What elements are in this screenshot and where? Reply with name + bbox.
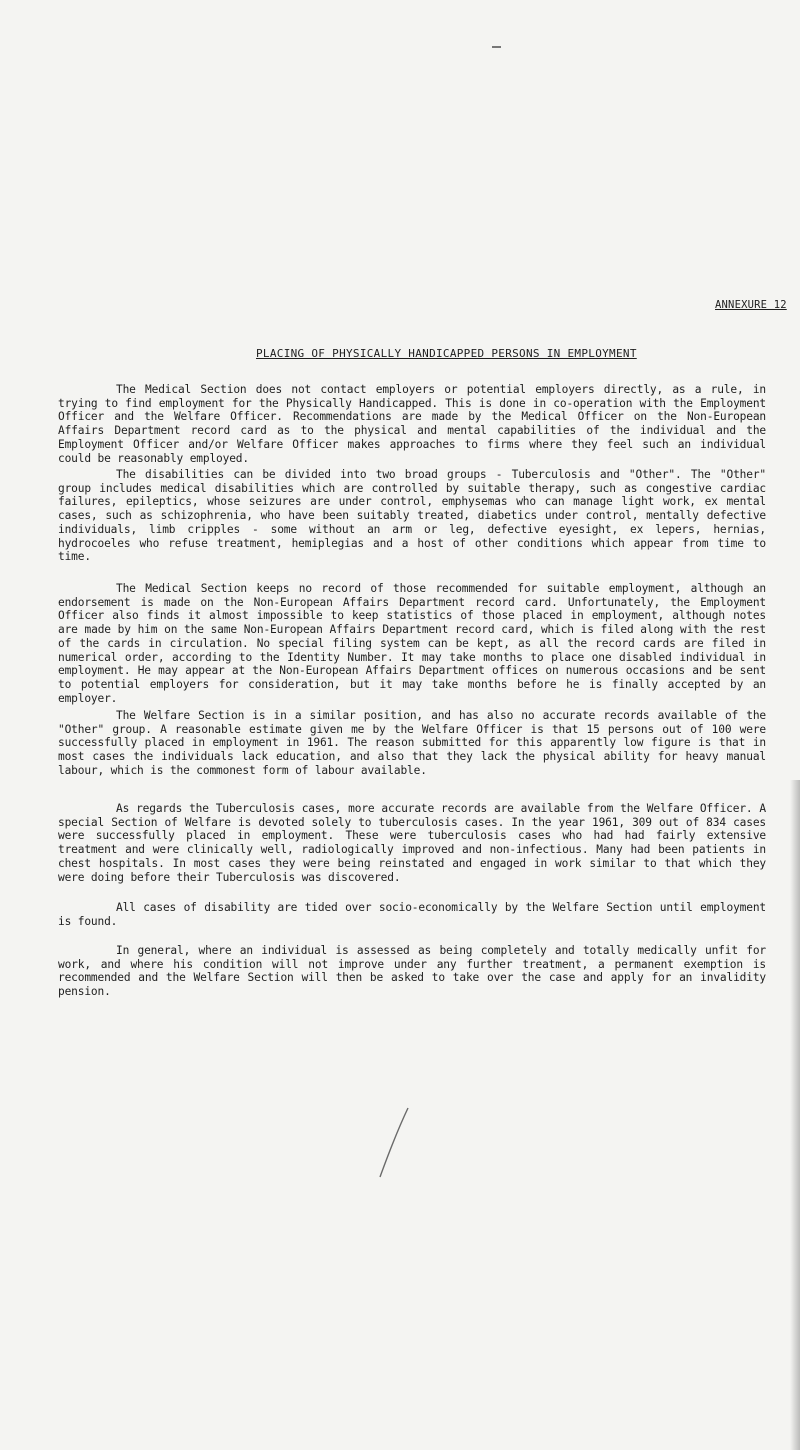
paragraph-tuberculosis-cases: As regards the Tuberculosis cases, more accurate records are available from the Welfare Officer. A special Section of Welfare is devoted solely to tuberculosis cases. In the year 1961, 309 out of 834 cases were successfully placed in employment. These were tuberculosis cases who had had fairly extensive treatment and were clinically well, radiologically improved and non-infectious. Many had been patients in chest hospitals. In most cases they were being reinstated and engaged in work similar to that which they were doing before their Tuberculosis was discovered. (58, 802, 766, 884)
annexure-label: ANNEXURE 12 (715, 299, 787, 311)
pen-mark (374, 1105, 414, 1180)
document-title: PLACING OF PHYSICALLY HANDICAPPED PERSONS IN EMPLOYMENT (256, 347, 637, 360)
paragraph-socio-economic-support: All cases of disability are tided over socio-economically by the Welfare Section until employment is found. (58, 901, 766, 928)
paragraph-record-keeping: The Medical Section keeps no record of those recommended for suitable employment, although an endorsement is made on the Non-European Affairs Department record card. Unfortunately, the Employment Officer also finds it almost impossible to keep statistics of those placed in employment, although notes are made by him on the same Non-European Affairs Department record card, which is filed along with the rest of the cards in circulation. No special filing system can be kept, as all the record cards are filed in numerical order, according to the Identity Number. It may take months to place one disabled individual in employment. He may appear at the Non-European Affairs Department offices on numerous occasions and be sent to potential employers for consideration, but it may take months before he is finally accepted by an employer. (58, 582, 766, 705)
scan-edge-shadow (790, 780, 800, 1450)
scan-artifact (492, 46, 501, 48)
paragraph-disability-groups: The disabilities can be divided into two broad groups - Tuberculosis and "Other". The "Other" group includes medical disabilities which are controlled by suitable therapy, such as congestive cardiac failures, epileptics, whose seizures are under control, emphysemas who can manage light work, ex mental cases, such as schizophrenia, who have been suitably treated, diabetics under control, mentally defective individuals, limb cripples - some without an arm or leg, defective eyesight, ex lepers, hernias, hydrocoeles who refuse treatment, hemiplegias and a host of other conditions which appear from time to time. (58, 468, 766, 564)
paragraph-contact-employers: The Medical Section does not contact employers or potential employers directly, as a rule, in trying to find employment for the Physically Handicapped. This is done in co-operation with the Employment Officer and the Welfare Officer. Recommendations are made by the Medical Officer on the Non-European Affairs Department record card as to the physical and mental capabilities of the individual and the Employment Officer and/or Welfare Officer makes approaches to firms where they feel such an individual could be reasonably employed. (58, 383, 766, 465)
paragraph-welfare-section: The Welfare Section is in a similar position, and has also no accurate records available of the "Other" group. A reasonable estimate given me by the Welfare Officer is that 15 persons out of 100 were successfully placed in employment in 1961. The reason submitted for this apparently low figure is that in most cases the individuals lack education, and also that they lack the physical ability for heavy manual labour, which is the commonest form of labour available. (58, 709, 766, 777)
paragraph-permanent-exemption: In general, where an individual is assessed as being completely and totally medically unfit for work, and where his condition will not improve under any further treatment, a permanent exemption is recommended and the Welfare Section will then be asked to take over the case and apply for an invalidity pension. (58, 944, 766, 999)
